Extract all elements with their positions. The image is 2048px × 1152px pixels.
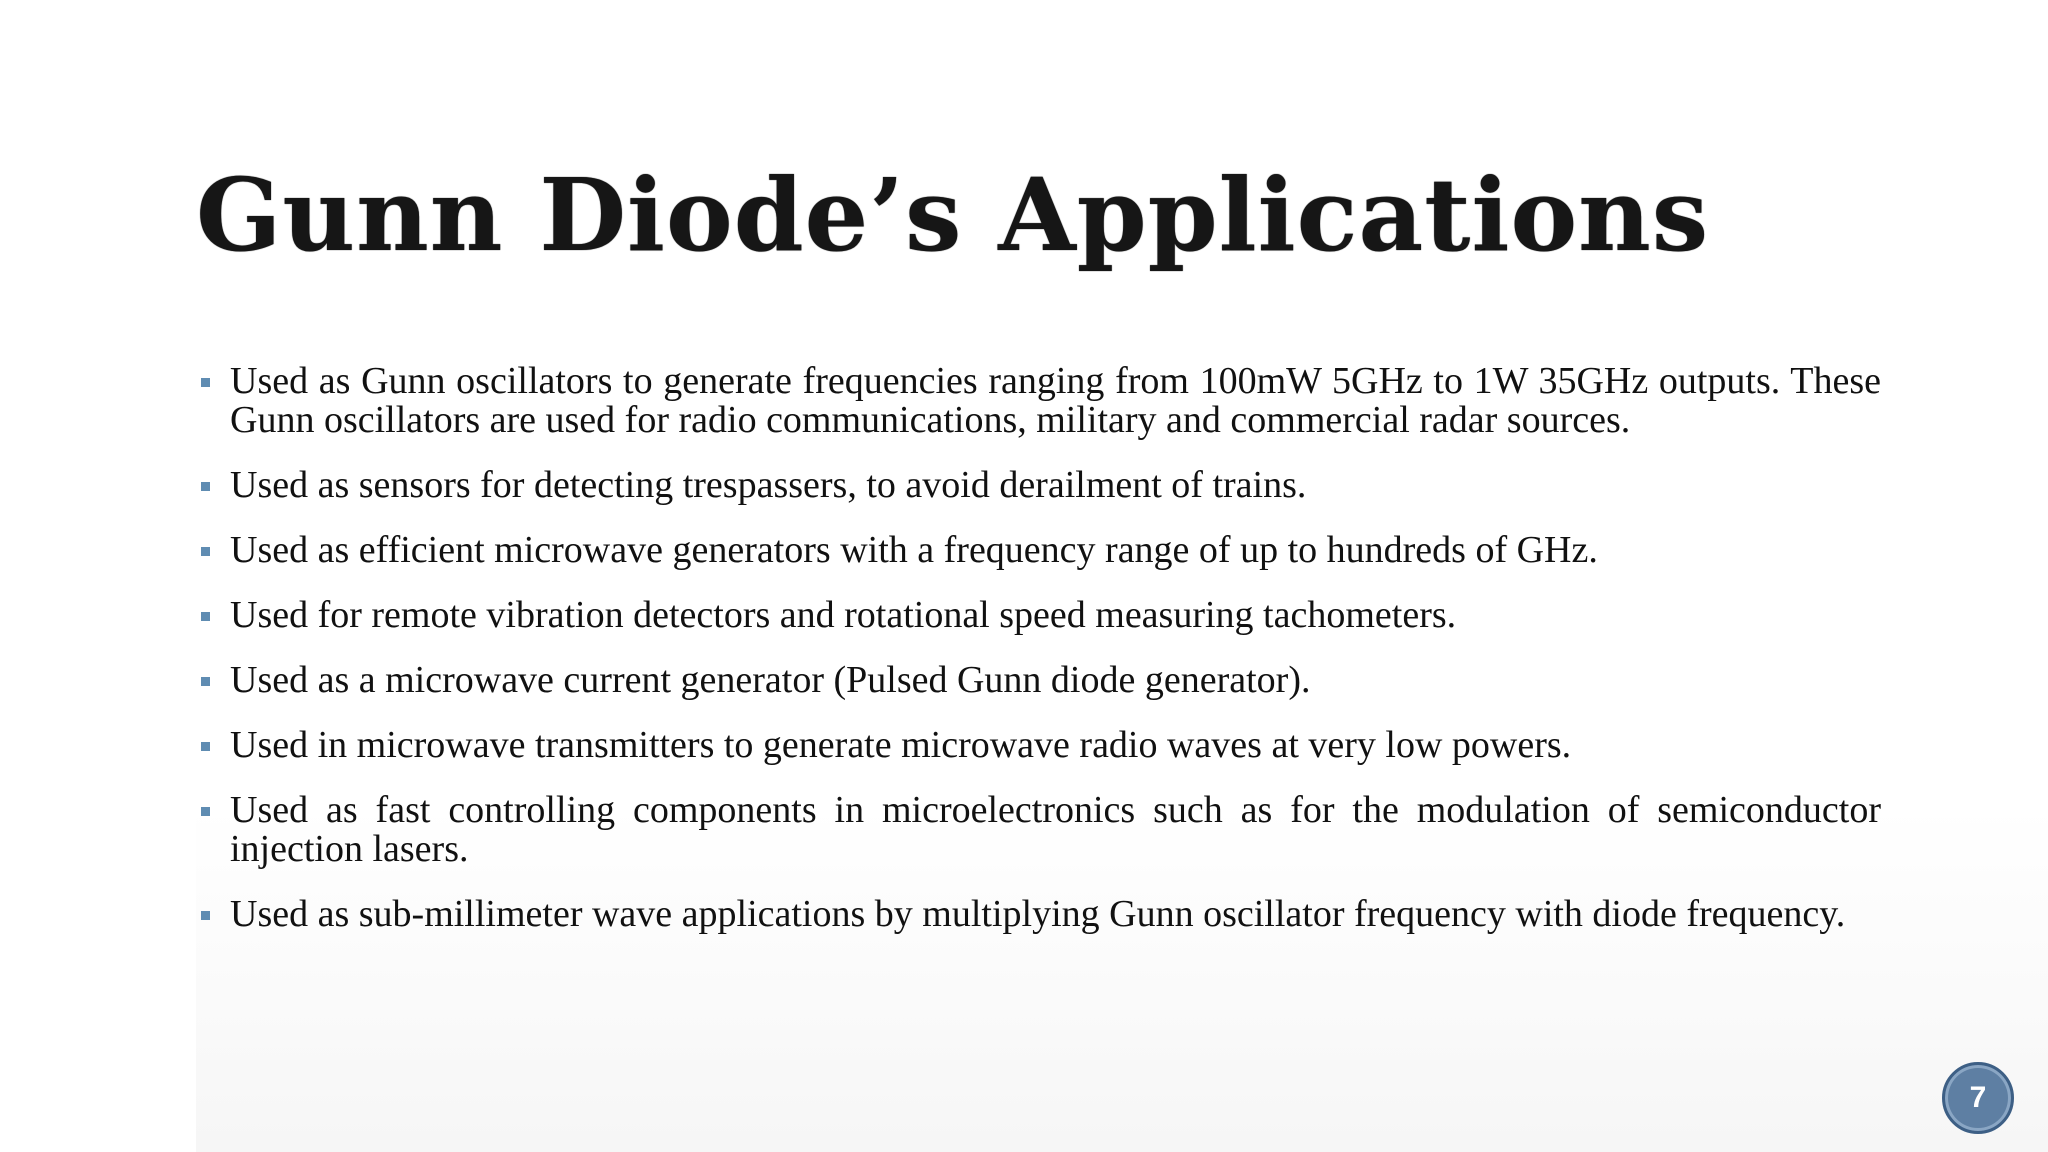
bullet-text: Used as fast controlling components in microelectronics such as for the modulation of semiconductor injection lasers. [230, 789, 1881, 870]
square-bullet-icon [201, 677, 210, 686]
bullet-item [196, 466, 1881, 505]
bullet-item [196, 726, 1881, 765]
bullet-text: Used as sensors for detecting trespassers, to avoid derailment of trains. [230, 464, 1307, 506]
bullet-text: Used as sub-millimeter wave applications by multiplying Gunn oscillator frequency with diode frequency. [230, 893, 1846, 935]
square-bullet-icon [201, 378, 210, 387]
bullet-list [196, 362, 1881, 960]
slide-title: Gunn Diode’s Applications [196, 156, 1710, 274]
bullet-item [196, 531, 1881, 570]
page-number-badge [1942, 1062, 2014, 1134]
bullet-text: Used as efficient microwave generators with a frequency range of up to hundreds of GHz. [230, 529, 1598, 571]
bullet-text: Used in microwave transmitters to generate microwave radio waves at very low powers. [230, 724, 1572, 766]
bullet-item [196, 362, 1881, 440]
bullet-text: Used for remote vibration detectors and rotational speed measuring tachometers. [230, 594, 1457, 636]
square-bullet-icon [201, 547, 210, 556]
square-bullet-icon [201, 742, 210, 751]
square-bullet-icon [201, 911, 210, 920]
page-number: 7 [1969, 1081, 1987, 1114]
bullet-item [196, 661, 1881, 700]
bullet-item [196, 596, 1881, 635]
bullet-text: Used as Gunn oscillators to generate frequencies ranging from 100mW 5GHz to 1W 35GHz outputs. These Gunn oscillators are used for radio communications, military and commercial radar sources. [230, 360, 1881, 441]
bullet-item [196, 895, 1881, 934]
square-bullet-icon [201, 612, 210, 621]
bullet-text: Used as a microwave current generator (Pulsed Gunn diode generator). [230, 659, 1311, 701]
bullet-item [196, 791, 1881, 869]
square-bullet-icon [201, 482, 210, 491]
square-bullet-icon [201, 807, 210, 816]
